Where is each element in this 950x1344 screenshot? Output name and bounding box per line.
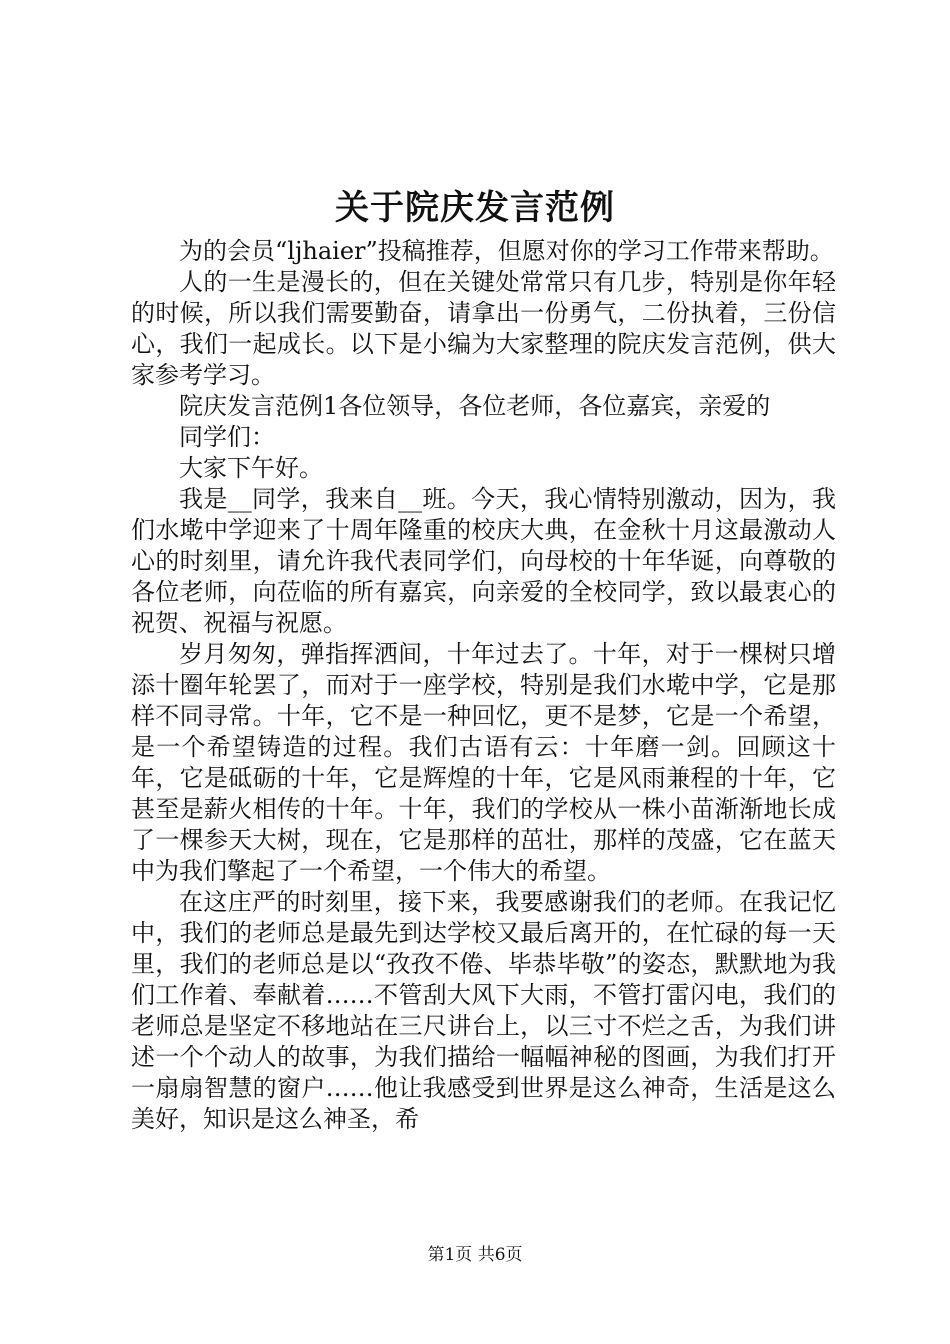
paragraph-example-heading: 院庆发言范例1各位领导，各位老师，各位嘉宾，亲爱的 <box>179 392 771 420</box>
paragraph-preface: 人的一生是漫长的，但在关键处常常只有几步，特别是你年轻的时候，所以我们需要勤奋，请拿出一份勇气，二份执着，三份信心，我们一起成长。以下是小编为大家整理的院庆发言范例，供大家参考学习。 <box>131 268 836 389</box>
paragraph-ten-years: 岁月匆匆，弹指挥洒间，十年过去了。十年，对于一棵树只增添十圈年轮罢了，而对于一座学校，特别是我们水墘中学，它是那样不同寻常。十年，它不是一种回忆，更不是梦，它是一个希望，是一个希望铸造的过程。我们古语有云：十年磨一剑。回顾这十年，它是砥砺的十年，它是辉煌的十年，它是风雨兼程的十年，它甚至是薪火相传的十年。十年，我们的学校从一株小苗渐渐地长成了一棵参天大树，现在，它是那样的茁壮，那样的茂盛，它在蓝天中为我们擎起了一个希望，一个伟大的希望。 <box>131 640 836 885</box>
paragraph-intro: 为的会员“ljhaier”投稿推荐，但愿对你的学习工作带来帮助。 <box>179 237 834 265</box>
paragraph-teachers: 在这庄严的时刻里，接下来，我要感谢我们的老师。在我记忆中，我们的老师总是最先到达学校又最后离开的，在忙碌的每一天里，我们的老师总是以“孜孜不倦、毕恭毕敬”的姿态，默默地为我们工作着、奉献着……不管刮大风下大雨，不管打雷闪电，我们的老师总是坚定不移地站在三尺讲台上，以三寸不烂之舌，为我们讲述一个个动人的故事，为我们描给一幅幅神秘的图画，为我们打开一扇扇智慧的窗户……他让我感受到世界是这么神奇，生活是这么美好，知识是这么神圣，希 <box>131 888 836 1133</box>
document-title: 关于院庆发言范例 <box>335 188 615 228</box>
document-body <box>131 236 836 1135</box>
paragraph-salutation: 同学们： <box>179 423 275 451</box>
paragraph-greeting: 大家下午好。 <box>179 454 323 482</box>
paragraph-self-intro: 我是__同学，我来自__班。今天，我心情特别激动，因为，我们水墘中学迎来了十周年隆重的校庆大典，在金秋十月这最激动人心的时刻里，请允许我代表同学们，向母校的十年华诞，向尊敬的各位老师，向莅临的所有嘉宾，向亲爱的全校同学，致以最衷心的祝贺、祝福与祝愿。 <box>131 485 836 637</box>
page-footer: 第1页 共6页 <box>427 1245 523 1265</box>
